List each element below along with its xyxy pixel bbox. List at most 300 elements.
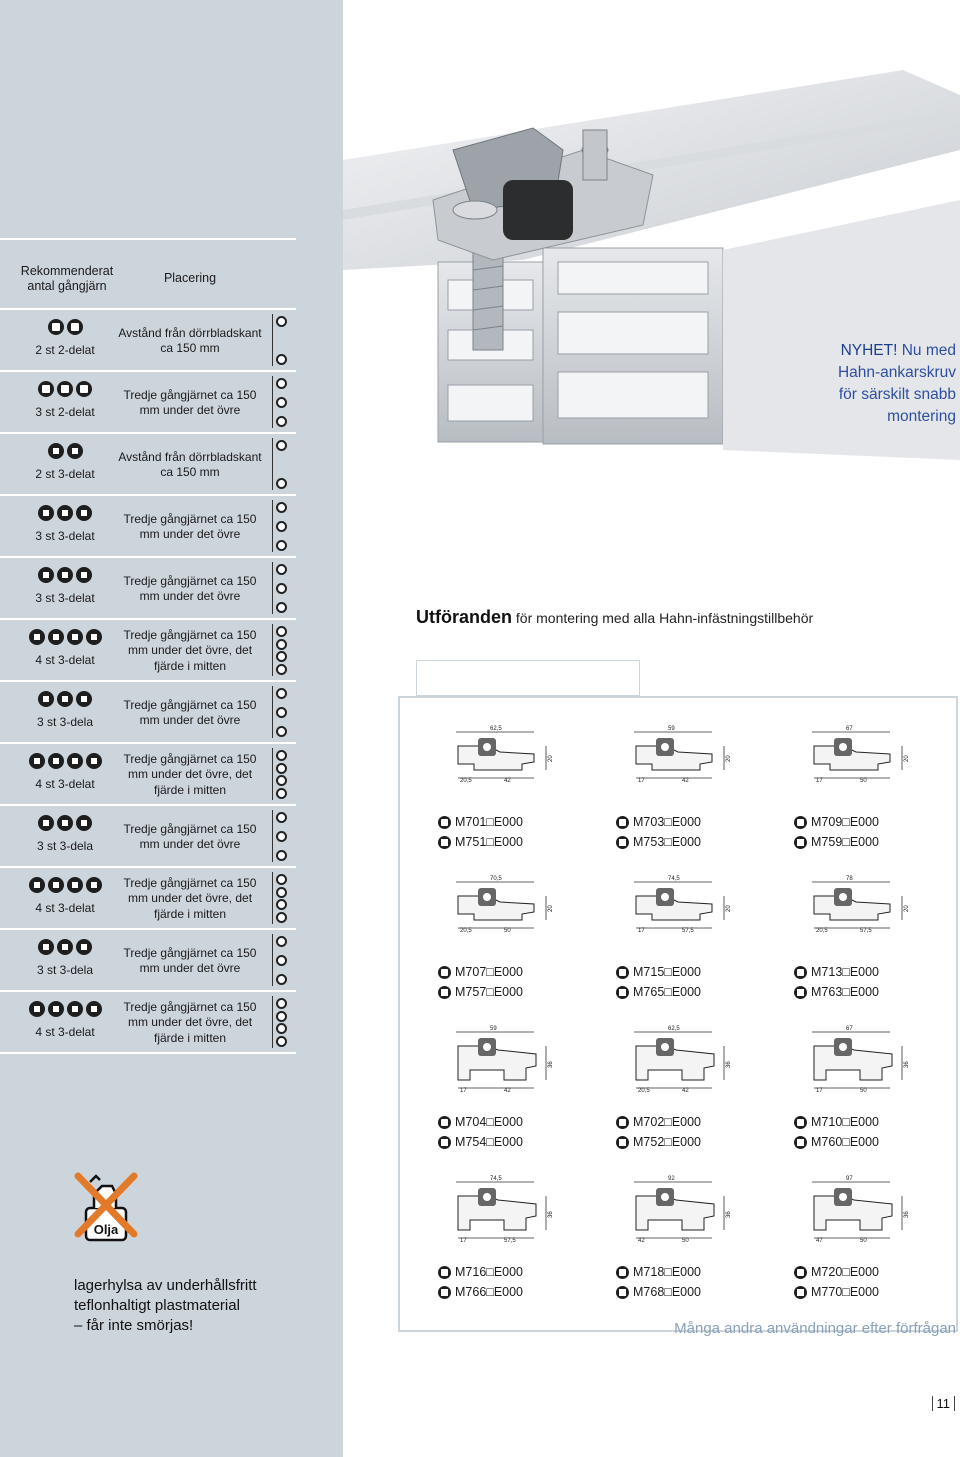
hinge-position-marker <box>276 831 287 842</box>
hinge-position-marker <box>276 1011 287 1022</box>
article-code: M763□E000 <box>811 985 880 999</box>
three-part-hinge-icon <box>794 1136 807 1149</box>
article-code-line <box>438 1112 523 1132</box>
three-part-hinge-icon <box>67 877 83 893</box>
article-code: M768□E000 <box>633 1285 702 1299</box>
left-width-label: 20,5 <box>638 1088 650 1094</box>
hinge-position-marker <box>276 812 287 823</box>
two-part-hinge-icon <box>794 1266 807 1279</box>
hinge-position-marker <box>276 1036 287 1047</box>
article-codes <box>616 962 701 1002</box>
left-width-label: 20,5 <box>460 928 472 934</box>
three-part-hinge-icon <box>38 691 54 707</box>
hinge-position-marker <box>276 899 287 910</box>
hinge-position-marker <box>276 416 287 427</box>
variant-cell <box>794 1174 960 1304</box>
total-width-label: 78 <box>846 876 853 882</box>
door-diagram <box>272 996 290 1048</box>
total-width-label: 62,5 <box>668 1026 680 1032</box>
article-code-line <box>616 1262 701 1282</box>
total-width-label: 97 <box>846 1176 853 1182</box>
variant-cell <box>438 874 614 1004</box>
hinge-position-marker <box>276 651 287 662</box>
height-label: 20 <box>548 755 554 762</box>
promo-line4: montering <box>887 408 956 425</box>
hinge-position-marker <box>276 1023 287 1034</box>
row-placement: Avstånd från dörrbladskant ca 150 mm <box>118 449 262 479</box>
hinge-position-marker <box>276 688 287 699</box>
height-label: 36 <box>904 1211 910 1218</box>
row-count: 3 st 3-dela <box>36 839 94 853</box>
hinge-position-marker <box>276 974 287 985</box>
hinge-icons <box>10 815 120 831</box>
height-label: 36 <box>904 1061 910 1068</box>
left-width-label: 17 <box>816 1088 823 1094</box>
hinge-position-marker <box>276 775 287 786</box>
two-part-hinge-icon <box>438 966 451 979</box>
height-label: 20 <box>548 905 554 912</box>
hinge-position-marker <box>276 750 287 761</box>
row-placement: Tredje gångjärnet ca 150 mm under det övre <box>123 511 257 541</box>
three-part-hinge-icon <box>76 505 92 521</box>
total-width-label: 74,5 <box>490 1176 502 1182</box>
three-part-hinge-icon <box>67 1001 83 1017</box>
row-count: 3 st 2-delat <box>35 405 95 419</box>
right-width-label: 50 <box>860 1088 867 1094</box>
article-codes <box>794 812 879 852</box>
height-label: 20 <box>904 755 910 762</box>
hinge-icons <box>10 381 120 397</box>
article-code: M754□E000 <box>455 1135 524 1149</box>
left-width-label: 17 <box>460 1088 467 1094</box>
height-label: 36 <box>726 1211 732 1218</box>
promo-line1: Nu med <box>901 342 956 359</box>
total-width-label: 67 <box>846 1026 853 1032</box>
article-code-line <box>438 812 523 832</box>
door-diagram <box>272 748 290 800</box>
article-codes <box>438 962 523 1002</box>
three-part-hinge-icon <box>48 877 64 893</box>
three-part-hinge-icon <box>794 1286 807 1299</box>
article-code: M703□E000 <box>633 815 702 829</box>
article-code-line <box>438 982 523 1002</box>
row-placement: Tredje gångjärnet ca 150 mm under det övre, det fjärde i mitten <box>123 751 257 797</box>
hinge-icons <box>10 567 120 583</box>
variant-cell <box>794 1024 960 1154</box>
height-label: 36 <box>548 1211 554 1218</box>
article-code-line <box>616 812 701 832</box>
article-code: M704□E000 <box>455 1115 524 1129</box>
table-row <box>0 558 296 620</box>
left-width-label: 17 <box>638 778 645 784</box>
total-width-label: 59 <box>668 726 675 732</box>
catalog-tab <box>416 660 640 696</box>
door-diagram <box>272 624 290 676</box>
article-code-line <box>438 1262 523 1282</box>
three-part-hinge-icon <box>794 986 807 999</box>
hinge-position-marker <box>276 316 287 327</box>
row-placement: Tredje gångjärnet ca 150 mm under det övre <box>123 573 257 603</box>
hinge-position-marker <box>276 955 287 966</box>
row-count: 4 st 3-delat <box>35 777 95 791</box>
table-row <box>0 496 296 558</box>
article-code-line <box>794 1112 879 1132</box>
article-codes <box>616 812 701 852</box>
hinge-position-marker <box>276 626 287 637</box>
right-width-label: 42 <box>504 1088 511 1094</box>
hinge-icons <box>10 1001 120 1017</box>
article-code-line <box>794 1282 879 1302</box>
warning-text <box>74 1276 257 1336</box>
three-part-hinge-icon <box>57 815 73 831</box>
door-diagram <box>272 872 290 924</box>
promo-new: NYHET! <box>840 342 898 359</box>
article-code: M751□E000 <box>455 835 524 849</box>
three-part-hinge-icon <box>86 877 102 893</box>
hinge-position-marker <box>276 397 287 408</box>
row-count: 4 st 3-delat <box>35 653 95 667</box>
hinge-profile-drawing <box>616 1174 736 1244</box>
left-width-label: 20,5 <box>816 928 828 934</box>
article-code-line <box>438 1132 523 1152</box>
variant-cell <box>438 1024 614 1154</box>
article-code: M757□E000 <box>455 985 524 999</box>
right-width-label: 42 <box>682 778 689 784</box>
table-header <box>0 238 296 310</box>
door-diagram <box>272 438 290 490</box>
hinge-position-marker <box>276 440 287 451</box>
article-code-line <box>616 1132 701 1152</box>
left-width-label: 17 <box>638 928 645 934</box>
two-part-hinge-icon <box>616 816 629 829</box>
promo-line3: för särskilt snabb <box>838 386 956 403</box>
two-part-hinge-icon <box>438 816 451 829</box>
article-code-line <box>616 832 701 852</box>
hinge-position-marker <box>276 502 287 513</box>
hinge-position-marker <box>276 874 287 885</box>
height-label: 36 <box>726 1061 732 1068</box>
two-part-hinge-icon <box>794 1116 807 1129</box>
hinge-position-marker <box>276 354 287 365</box>
two-part-hinge-icon <box>616 966 629 979</box>
three-part-hinge-icon <box>438 836 451 849</box>
two-part-hinge-icon <box>48 319 64 335</box>
right-width-label: 57,5 <box>860 928 872 934</box>
three-part-hinge-icon <box>38 939 54 955</box>
three-part-hinge-icon <box>76 691 92 707</box>
row-count: 3 st 3-dela <box>36 963 94 977</box>
three-part-hinge-icon <box>38 567 54 583</box>
hinge-position-marker <box>276 564 287 575</box>
hinge-position-marker <box>276 602 287 613</box>
warning-line-1: lagerhylsa av underhållsfritt <box>74 1277 257 1294</box>
row-count: 4 st 3-delat <box>35 901 95 915</box>
total-width-label: 92 <box>668 1176 675 1182</box>
promo-text <box>838 340 956 428</box>
right-width-label: 42 <box>504 778 511 784</box>
variant-cell <box>438 724 614 854</box>
height-label: 20 <box>726 905 732 912</box>
page-number: 11 <box>932 1396 956 1411</box>
hinge-position-marker <box>276 478 287 489</box>
hinge-position-marker <box>276 788 287 799</box>
three-part-hinge-icon <box>38 505 54 521</box>
article-code: M752□E000 <box>633 1135 702 1149</box>
article-code-line <box>794 1132 879 1152</box>
hinge-position-marker <box>276 887 287 898</box>
height-label: 20 <box>726 755 732 762</box>
three-part-hinge-icon <box>67 753 83 769</box>
row-placement: Tredje gångjärnet ca 150 mm under det övre <box>123 387 257 417</box>
hinge-position-marker <box>276 521 287 532</box>
hinge-position-marker <box>276 707 287 718</box>
article-code: M753□E000 <box>633 835 702 849</box>
three-part-hinge-icon <box>616 1136 629 1149</box>
article-codes <box>794 962 879 1002</box>
article-code-line <box>794 812 879 832</box>
left-width-label: 20,5 <box>460 778 472 784</box>
variant-cell <box>616 874 792 1004</box>
table-rows <box>0 310 296 1054</box>
three-part-hinge-icon <box>86 1001 102 1017</box>
two-part-hinge-icon <box>794 816 807 829</box>
row-placement: Tredje gångjärnet ca 150 mm under det övre <box>123 697 257 727</box>
article-codes <box>794 1112 879 1152</box>
hinge-profile-drawing <box>616 724 736 794</box>
total-width-label: 74,5 <box>668 876 680 882</box>
row-count: 4 st 3-delat <box>35 1025 95 1039</box>
article-code: M702□E000 <box>633 1115 702 1129</box>
hinge-position-marker <box>276 378 287 389</box>
article-code-line <box>616 982 701 1002</box>
hinge-position-marker <box>276 639 287 650</box>
three-part-hinge-icon <box>76 939 92 955</box>
row-count: 3 st 3-delat <box>35 529 95 543</box>
left-sidebar <box>0 0 343 1457</box>
three-part-hinge-icon <box>29 1001 45 1017</box>
oil-label: Olja <box>93 1222 119 1237</box>
total-width-label: 70,5 <box>490 876 502 882</box>
table-row <box>0 992 296 1054</box>
hinge-position-marker <box>276 540 287 551</box>
hinge-profile-drawing <box>438 874 558 944</box>
hinge-profile-drawing <box>616 874 736 944</box>
three-part-hinge-icon <box>438 1286 451 1299</box>
article-code-line <box>794 1262 879 1282</box>
hinge-profile-drawing <box>438 1174 558 1244</box>
article-code: M765□E000 <box>633 985 702 999</box>
two-part-hinge-icon <box>67 319 83 335</box>
section-title-bold: Utföranden <box>416 607 512 627</box>
table-row <box>0 806 296 868</box>
hinge-position-marker <box>276 763 287 774</box>
variant-cell <box>794 724 960 854</box>
article-codes <box>438 1262 523 1302</box>
three-part-hinge-icon <box>48 443 64 459</box>
footnote: Många andra användningar efter förfrågan <box>674 1320 956 1337</box>
three-part-hinge-icon <box>48 1001 64 1017</box>
three-part-hinge-icon <box>57 567 73 583</box>
two-part-hinge-icon <box>794 966 807 979</box>
three-part-hinge-icon <box>29 877 45 893</box>
three-part-hinge-icon <box>76 815 92 831</box>
left-width-label: 47 <box>816 1238 823 1244</box>
row-count: 3 st 3-delat <box>35 591 95 605</box>
hinge-icons <box>10 939 120 955</box>
door-diagram <box>272 500 290 552</box>
article-code: M766□E000 <box>455 1285 524 1299</box>
hinge-icons <box>10 629 120 645</box>
table-row <box>0 620 296 682</box>
article-code-line <box>438 832 523 852</box>
article-code-line <box>438 962 523 982</box>
hinge-icons <box>10 319 120 335</box>
article-code: M707□E000 <box>455 965 524 979</box>
two-part-hinge-icon <box>438 1266 451 1279</box>
right-width-label: 50 <box>682 1238 689 1244</box>
row-placement: Tredje gångjärnet ca 150 mm under det övre, det fjärde i mitten <box>123 875 257 921</box>
hinge-icons <box>10 753 120 769</box>
hinge-profile-drawing <box>794 724 914 794</box>
article-code: M759□E000 <box>811 835 880 849</box>
table-row <box>0 682 296 744</box>
variant-cell <box>438 1174 614 1304</box>
variant-cell <box>794 874 960 1004</box>
right-width-label: 50 <box>860 1238 867 1244</box>
hinge-profile-drawing <box>794 1024 914 1094</box>
variant-cell <box>616 1174 792 1304</box>
article-codes <box>438 1112 523 1152</box>
left-width-label: 42 <box>638 1238 645 1244</box>
article-code: M716□E000 <box>455 1265 524 1279</box>
three-part-hinge-icon <box>57 691 73 707</box>
table-row <box>0 868 296 930</box>
article-code: M710□E000 <box>811 1115 880 1129</box>
section-title <box>416 607 813 628</box>
two-part-hinge-icon <box>76 381 92 397</box>
article-codes <box>438 812 523 852</box>
hinge-position-marker <box>276 850 287 861</box>
three-part-hinge-icon <box>86 629 102 645</box>
table-row <box>0 744 296 806</box>
door-diagram <box>272 810 290 862</box>
row-placement: Tredje gångjärnet ca 150 mm under det övre, det fjärde i mitten <box>123 627 257 673</box>
three-part-hinge-icon <box>29 629 45 645</box>
warning-line-2: teflonhaltigt plastmaterial <box>74 1297 240 1314</box>
hinge-position-marker <box>276 664 287 675</box>
article-code: M760□E000 <box>811 1135 880 1149</box>
article-code: M701□E000 <box>455 815 524 829</box>
hinge-position-marker <box>276 912 287 923</box>
article-code-line <box>616 1282 701 1302</box>
right-width-label: 57,5 <box>504 1238 516 1244</box>
hinge-icons <box>10 691 120 707</box>
article-code: M718□E000 <box>633 1265 702 1279</box>
right-width-label: 50 <box>860 778 867 784</box>
door-diagram <box>272 934 290 986</box>
row-count: 2 st 2-delat <box>35 343 95 357</box>
three-part-hinge-icon <box>38 815 54 831</box>
three-part-hinge-icon <box>67 443 83 459</box>
hinge-profile-drawing <box>438 1024 558 1094</box>
total-width-label: 67 <box>846 726 853 732</box>
article-code: M713□E000 <box>811 965 880 979</box>
article-code-line <box>616 962 701 982</box>
table-row <box>0 310 296 372</box>
right-width-label: 57,5 <box>682 928 694 934</box>
left-width-label: 17 <box>460 1238 467 1244</box>
door-diagram <box>272 562 290 614</box>
article-code: M709□E000 <box>811 815 880 829</box>
article-code: M715□E000 <box>633 965 702 979</box>
three-part-hinge-icon <box>616 836 629 849</box>
three-part-hinge-icon <box>48 753 64 769</box>
three-part-hinge-icon <box>57 939 73 955</box>
hinge-profile-drawing <box>616 1024 736 1094</box>
hinge-placement-table <box>0 238 296 1054</box>
table-row <box>0 372 296 434</box>
door-diagram <box>272 686 290 738</box>
row-placement: Tredje gångjärnet ca 150 mm under det övre <box>123 945 257 975</box>
right-width-label: 42 <box>682 1088 689 1094</box>
total-width-label: 59 <box>490 1026 497 1032</box>
article-code-line <box>794 982 879 1002</box>
three-part-hinge-icon <box>616 1286 629 1299</box>
no-oil-icon <box>72 1168 140 1252</box>
height-label: 36 <box>548 1061 554 1068</box>
header-recommended-count: Rekommenderat antal gångjärn <box>20 264 114 293</box>
article-code-line <box>794 962 879 982</box>
hinge-icons <box>10 505 120 521</box>
row-count: 3 st 3-dela <box>36 715 94 729</box>
hinge-position-marker <box>276 998 287 1009</box>
height-label: 20 <box>904 905 910 912</box>
three-part-hinge-icon <box>67 629 83 645</box>
three-part-hinge-icon <box>29 753 45 769</box>
three-part-hinge-icon <box>48 629 64 645</box>
left-width-label: 17 <box>816 778 823 784</box>
three-part-hinge-icon <box>438 986 451 999</box>
hinge-position-marker <box>276 726 287 737</box>
row-placement: Tredje gångjärnet ca 150 mm under det övre <box>123 821 257 851</box>
article-codes <box>794 1262 879 1302</box>
door-diagram <box>272 376 290 428</box>
table-row <box>0 930 296 992</box>
article-code-line <box>438 1282 523 1302</box>
door-diagram <box>272 314 290 366</box>
article-code-line <box>794 832 879 852</box>
hinge-profile-drawing <box>438 724 558 794</box>
three-part-hinge-icon <box>86 753 102 769</box>
row-placement: Tredje gångjärnet ca 150 mm under det övre, det fjärde i mitten <box>123 999 257 1045</box>
row-placement: Avstånd från dörrbladskant ca 150 mm <box>118 325 262 355</box>
three-part-hinge-icon <box>794 836 807 849</box>
three-part-hinge-icon <box>57 505 73 521</box>
warning-line-3: – får inte smörjas! <box>74 1317 194 1334</box>
product-photo <box>343 0 960 470</box>
article-codes <box>616 1112 701 1152</box>
hinge-profile-drawing <box>794 874 914 944</box>
two-part-hinge-icon <box>438 1116 451 1129</box>
article-codes <box>616 1262 701 1302</box>
three-part-hinge-icon <box>76 567 92 583</box>
article-code-line <box>616 1112 701 1132</box>
article-code: M720□E000 <box>811 1265 880 1279</box>
hinge-position-marker <box>276 583 287 594</box>
two-part-hinge-icon <box>616 1266 629 1279</box>
section-title-rest: för montering med alla Hahn-infästningstillbehör <box>515 610 814 626</box>
three-part-hinge-icon <box>438 1136 451 1149</box>
